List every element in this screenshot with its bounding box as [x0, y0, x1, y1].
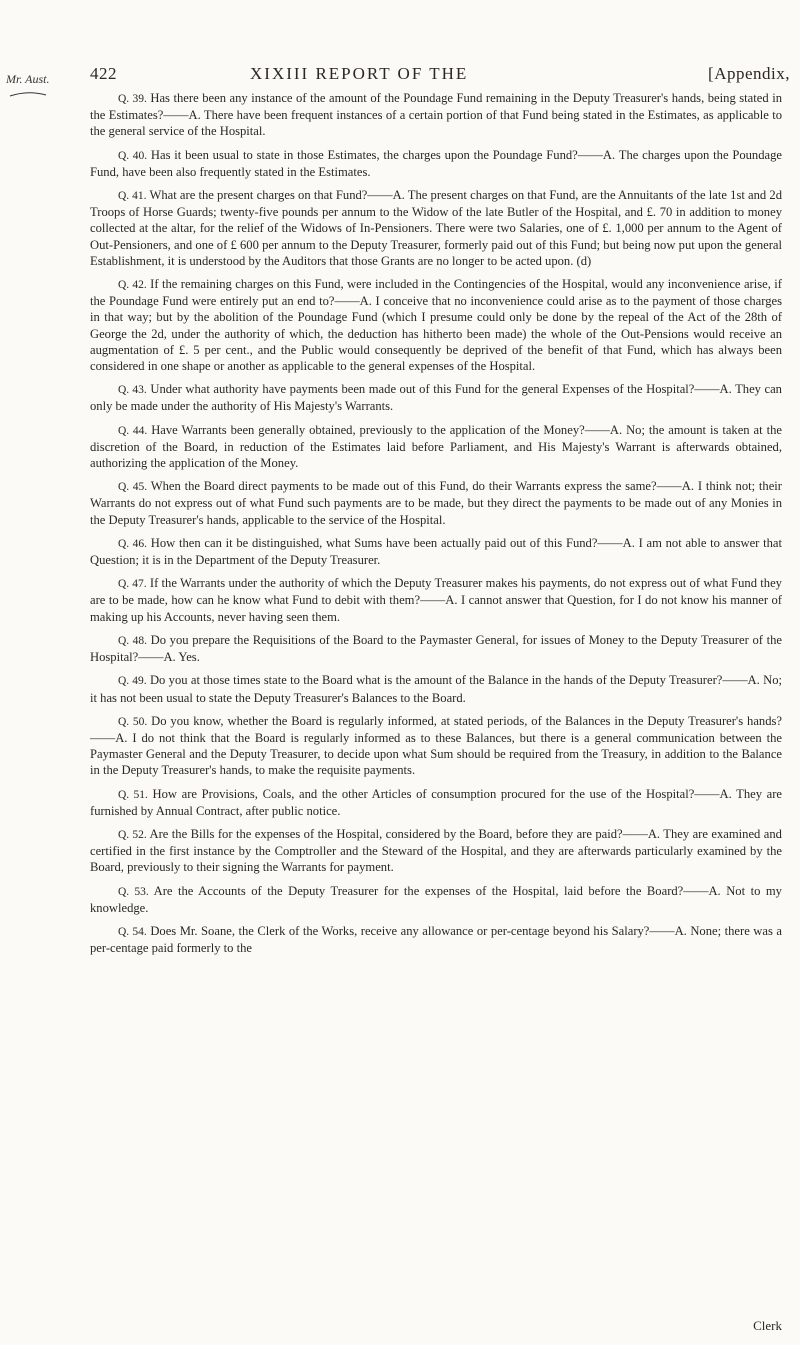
question-paragraph	[90, 786, 782, 819]
question-paragraph	[90, 422, 782, 472]
question-text: Under what authority have payments been made out of this Fund for the general Expenses of the Hospital?——A. They can only be made under the authority of His Majesty's Warrants.	[90, 382, 782, 414]
question-number: Q. 44.	[118, 424, 148, 437]
question-paragraph	[90, 381, 782, 414]
appendix-label: [Appendix,	[708, 64, 790, 83]
question-number: Q. 45.	[118, 481, 148, 494]
question-paragraph	[90, 713, 782, 779]
question-number: Q. 40.	[118, 149, 148, 162]
question-paragraph	[90, 575, 782, 625]
question-text: Has it been usual to state in those Estimates, the charges upon the Poundage Fund?——A. The charges upon the Poundage Fund, have been also frequently stated in the Estimates.	[90, 147, 782, 179]
catchword: Clerk	[753, 1318, 782, 1333]
page-header	[90, 64, 790, 90]
page-number: 422	[90, 64, 117, 83]
question-paragraph	[90, 147, 782, 180]
question-number: Q. 47.	[118, 578, 147, 591]
question-text: Are the Bills for the expenses of the Hospital, considered by the Board, before they are paid?——A. They are examined and certified in the first instance by the Comptroller and the Steward of the Hospital, and they are afterwards particularly examined by the Board, previously to their signing the Warrants for payment.	[90, 826, 782, 875]
question-text: How are Provisions, Coals, and the other Articles of consumption procured for the use of the Hospital?——A. They are furnished by Annual Contract, after public notice.	[90, 786, 782, 818]
question-number: Q. 50.	[118, 715, 148, 728]
question-number: Q. 42.	[118, 279, 147, 292]
running-title: XIXIII REPORT OF THE	[250, 64, 469, 83]
question-number: Q. 41.	[118, 190, 147, 203]
question-paragraph	[90, 826, 782, 876]
question-paragraph	[90, 276, 782, 374]
question-paragraph	[90, 187, 782, 269]
question-number: Q. 51.	[118, 788, 148, 801]
question-number: Q. 48.	[118, 634, 147, 647]
question-text: Has there been any instance of the amount of the Poundage Fund remaining in the Deputy Treasurer's hands, being stated in the Estimates?——A. There have been frequent instances of a certain portion of that Fund being stated in the Estimates, as applicable to the general service of the Hospital.	[90, 91, 782, 139]
question-number: Q. 53.	[118, 885, 149, 898]
question-paragraph	[90, 90, 782, 140]
document-body	[90, 90, 782, 963]
question-paragraph	[90, 632, 782, 665]
question-text: Do you at those times state to the Board what is the amount of the Balance in the hands of the Deputy Treasurer?——A. No; it has not been usual to state the Deputy Treasurer's Balances to the Board.	[90, 673, 783, 705]
question-text: Do you know, whether the Board is regularly informed, at stated periods, of the Balances in the Deputy Treasurer's hands?——A. I do not think that the Board is regularly informed as to these Balances, but there is a general communication between the Paymaster General and the Deputy Treasurer, to decide upon what Sum should be required from the Treasury, in addition to the Balance in the Deputy Treasurer's hands, to make the requisite payments.	[90, 713, 782, 778]
question-text: If the remaining charges on this Fund, were included in the Contingencies of the Hospital, would any inconvenience arise, if the Poundage Fund were entirely put an end to?——A. I conceive that no inconvenience could arise as to the payment of those charges in that way; but by the abolition of the Poundage Fund (which I presume could only be done by the repeal of the Act of the 28th of George the 2d, under the authority of which, the deduction has hitherto been made) the whole of the Out-Pensions would receive an augmentation of £. 5 per cent., and the Public would consequently be deprived of the benefit of that Fund, which has always been considered in one shape or another as applicable to the general expenses of the Hospital.	[90, 277, 782, 374]
question-number: Q. 39.	[118, 93, 147, 105]
question-paragraph	[90, 923, 782, 956]
question-number: Q. 54.	[118, 925, 147, 938]
question-number: Q. 46.	[118, 537, 148, 550]
question-number: Q. 43.	[118, 384, 147, 397]
question-paragraph	[90, 478, 782, 528]
question-text: When the Board direct payments to be made out of this Fund, do their Warrants express the same?——A. I think not; their Warrants do not express out of what Fund such payments are to be made, but they direct the payments to be made out of any Monies in the Deputy Treasurer's hands, applicable to the service of the Hospital.	[90, 479, 783, 527]
margin-note: Mr. Aust.	[6, 72, 50, 86]
question-paragraph	[90, 535, 782, 568]
margin-brace-icon	[8, 90, 48, 100]
question-text: What are the present charges on that Fund?——A. The present charges on that Fund, are the Annuitants of the late 1st and 2d Troops of Horse Guards; twenty-five pounds per annum to the Widow of the late Butler of the Hospital, and £. 70 in addition to money collected at the altar, for the relief of the Widows of In-Pensioners. There were two Salaries, one of £. 1,000 per annum to the Agent of Out-Pensioners, and one of £ 600 per annum to the Deputy Treasurer, formerly paid out of this Fund; but being now put upon the general Establishment, it is understood by the Auditors that those Grants are no longer to be acted upon. (d)	[90, 188, 783, 268]
question-text: Are the Accounts of the Deputy Treasurer for the expenses of the Hospital, laid before the Board?——A. Not to my knowledge.	[90, 883, 782, 915]
question-text: Do you prepare the Requisitions of the Board to the Paymaster General, for issues of Money to the Deputy Treasurer of the Hospital?——A. Yes.	[90, 632, 782, 665]
question-number: Q. 52.	[118, 828, 147, 841]
question-text: How then can it be distinguished, what Sums have been actually paid out of this Fund?——A. I am not able to answer that Question; it is in the Department of the Deputy Treasurer.	[90, 535, 782, 568]
question-text: Have Warrants been generally obtained, previously to the application of the Money?——A. No; the amount is taken at the discretion of the Board, in reduction of the Estimates laid before Parliament, and His Majesty's Warrant is afterwards obtained, authorizing the application of the Money.	[90, 422, 782, 471]
question-paragraph	[90, 883, 782, 916]
question-text: If the Warrants under the authority of which the Deputy Treasurer makes his payments, do not express out of what Fund they are to be made, how can he know what Fund to debit with them?——A. I cannot answer that Question, for I do not know his manner of making up his Accounts, never having seen them.	[90, 576, 782, 624]
question-paragraph	[90, 672, 782, 705]
question-number: Q. 49.	[118, 675, 147, 688]
question-text: Does Mr. Soane, the Clerk of the Works, receive any allowance or per-centage beyond his Salary?——A. None; there was a per-centage paid formerly to the	[90, 923, 782, 956]
